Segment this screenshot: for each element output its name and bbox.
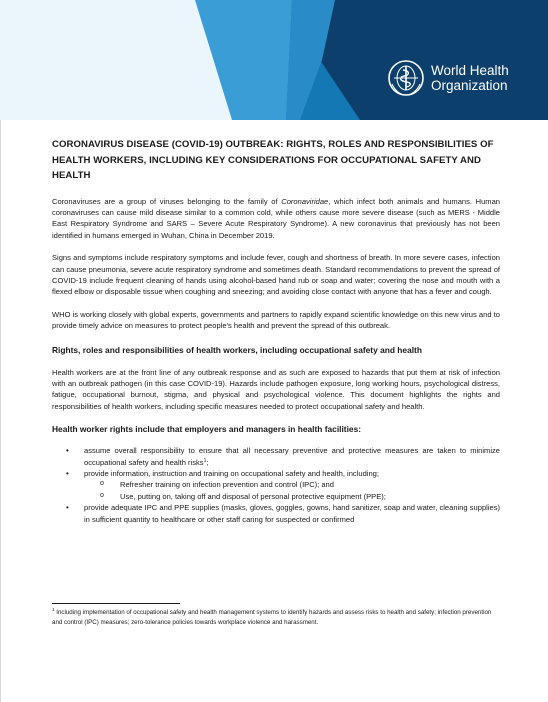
bullet-2-text: provide information, instruction and training on occupational safety and health, including;: [84, 469, 379, 478]
list-item: [52, 445, 500, 468]
section-heading-worker-rights: Health worker rights include that employers and managers in health facilities:: [52, 424, 362, 435]
rights-list: [52, 445, 500, 525]
list-item: • provide adequate IPC and PPE supplies (masks, gloves, goggles, gowns, hand sanitizer, soap and water, cleaning supplies) in sufficient quantity to healthcare or other staff caring for suspected or confirmed: [52, 502, 500, 525]
intro-paragraph-1: [52, 196, 500, 242]
footnote-marker: 1: [52, 607, 55, 612]
intro-paragraph-3: WHO is working closely with global experts, governments and partners to rapidly expand scientific knowledge on this new virus and to provide timely advice on measures to protect people’s health and prevent the spread of this outbreak.: [52, 309, 500, 331]
sub-list-item: o Use, putting on, taking off and disposal of personal protective equipment (PPE);: [84, 491, 500, 502]
list-item: [52, 468, 500, 502]
section-heading-rights-roles: Rights, roles and responsibilities of health workers, including occupational safety and health: [52, 344, 422, 355]
sub-list-item: o Refresher training on infection prevention and control (IPC); and: [84, 479, 500, 490]
footnote: [52, 608, 500, 628]
org-name-line1: World Health: [431, 63, 509, 78]
bullet-1-end: ;: [206, 457, 209, 467]
who-emblem-icon: [386, 58, 426, 98]
header-banner: [0, 0, 548, 120]
intro-p1-italic: Coronaviridae: [281, 196, 329, 206]
intro-p1-start: Coronaviruses are a group of viruses belonging to the family of: [52, 196, 282, 206]
training-sublist: [84, 479, 500, 502]
footnote-ref[interactable]: 1: [203, 457, 207, 464]
intro-paragraph-2: Signs and symptoms include respiratory symptoms and include fever, cough and shortness of breath. In more severe cases, infection can cause pneumonia, severe acute respiratory syndrome and sometimes death. Standard recommendations to prevent the spread of COVID-19 include frequent cleaning of hands using alcohol-based hand rub or soap and water; covering the nose and mouth with a flexed elbow or disposable tissue when coughing and sneezing; and avoiding close contact with anyone that has a fever and cough.: [52, 253, 500, 297]
document-title: CORONAVIRUS DISEASE (COVID-19) OUTBREAK: RIGHTS, ROLES AND RESPONSIBILITIES OF HEALTH WORKERS, INCLUDING KEY CONSIDERATIONS FOR OCCUPATIONAL SAFETY AND HEALTH: [52, 139, 494, 181]
org-name-line2: Organization: [431, 78, 508, 93]
intro-p1-end: , which infect both animals and humans. Human coronaviruses can cause mild disease similar to a common cold, while others cause more severe disease (such as MERS - Middle East Respiratory Syndrome and SARS – Severe Acute Respiratory Syndrome). A new coronavirus that previously has not been identified in humans emerged in Wuhan, China in December 2019.: [52, 196, 500, 240]
bullet-1-text: assume overall responsibility to ensure that all necessary preventive and protective measures are taken to minimize occupational safety and health risks: [84, 446, 500, 467]
footnote-text: Including implementation of occupational safety and health management systems to identify hazards and assess risks to health and safety; infection prevention and control (IPC) measures; zero-tolerance policies towards workplace violence and harassment.: [52, 609, 492, 626]
section-paragraph-health-workers: Health workers are at the front line of any outbreak response and as such are exposed to hazards that put them at risk of infection with an outbreak pathogen (in this case COVID-19). Hazards include pathogen exposure, long working hours, psychological distress, fatigue, occupational burnout, stigma, and physical and psychological violence. This document highlights the rights and responsibilities of health workers, including specific measures needed to protect occupational safety and health.: [52, 367, 500, 411]
org-name: [431, 63, 509, 93]
who-logo: [386, 58, 509, 98]
document-body: [52, 137, 500, 525]
footnote-divider: [52, 603, 180, 604]
